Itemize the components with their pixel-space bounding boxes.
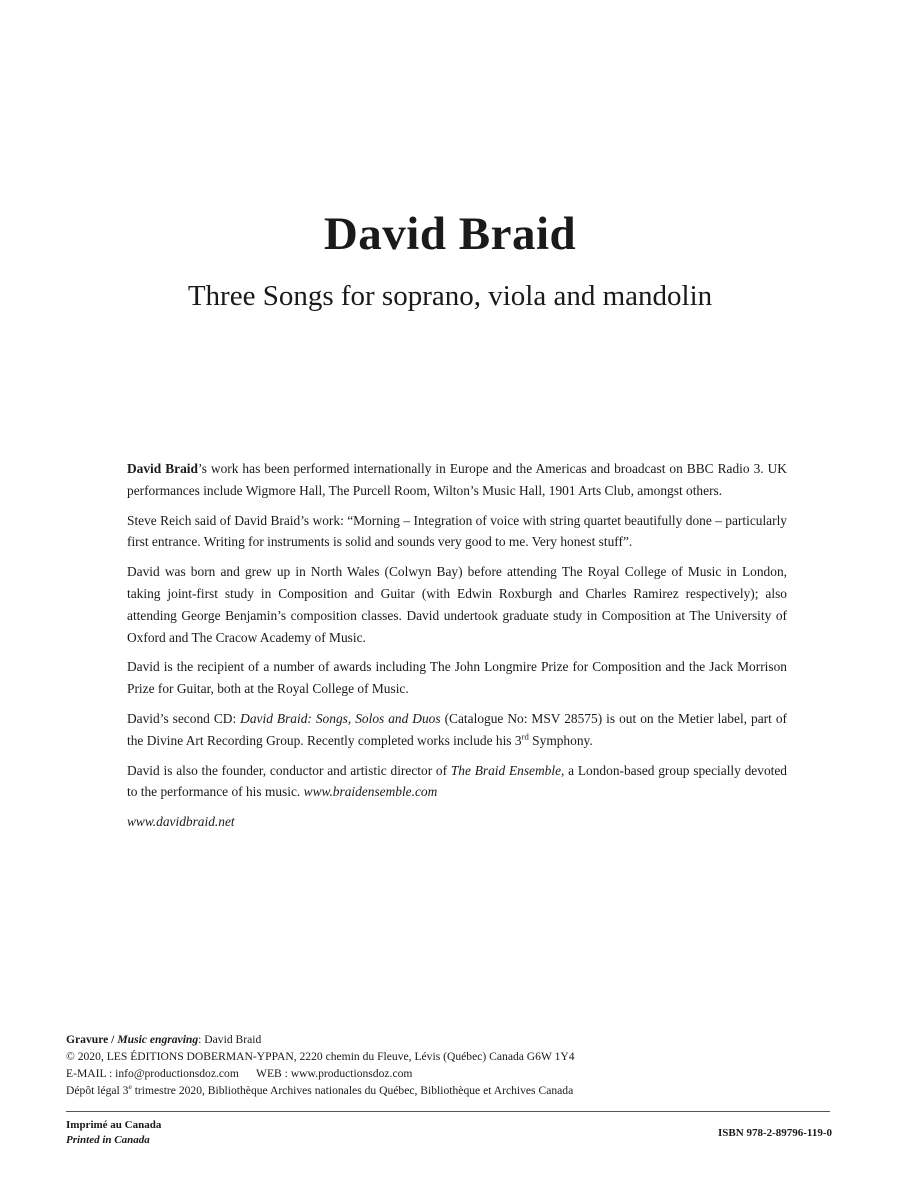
printed-in bbox=[66, 1118, 161, 1148]
engraving-credit: Gravure / Music engraving: David Braid bbox=[66, 1033, 262, 1046]
contact-line: E-MAIL : info@productionsdoz.com WEB : www.productionsdoz.com bbox=[66, 1067, 413, 1080]
bio-paragraph-6: David is also the founder, conductor and artistic director of The Braid Ensemble, a London-based group specially devoted to the performance of his music. www.braidensemble.com bbox=[127, 762, 787, 800]
copyright-line: © 2020, LES ÉDITIONS DOBERMAN-YPPAN, 2220 chemin du Fleuve, Lévis (Québec) Canada G6W 1Y4 bbox=[66, 1050, 575, 1063]
bio-composer-name: David Braid bbox=[127, 461, 198, 476]
composer-name: David Braid bbox=[323, 208, 577, 260]
isbn: ISBN 978-2-89796-119-0 bbox=[718, 1127, 832, 1139]
publisher-credits bbox=[66, 1031, 826, 1099]
composer-biography bbox=[127, 458, 787, 841]
bio-paragraph-1: David Braid’s work has been performed internationally in Europe and the Americas and broadcast on BBC Radio 3. UK performances include Wigmore Hall, The Purcell Room, Wilton’s Music Hall, 1901 Arts Club, amongst others. bbox=[127, 461, 787, 498]
ensemble-name: The Braid Ensemble bbox=[450, 762, 562, 778]
bio-paragraph-3: David was born and grew up in North Wales (Colwyn Bay) before attending The Royal College of Music in London, taking joint-first study in Composition and Guitar (with Edwin Roxburgh and Charles Ramirez respectively); also attending George Benjamin’s composition classes. David undertook graduate study in Composition at The University of Oxford and The Cracow Academy of Music. bbox=[127, 564, 787, 645]
cd-title: David Braid: Songs, Solos and Duos bbox=[240, 710, 441, 726]
footer-divider bbox=[66, 1111, 830, 1112]
ensemble-website-link[interactable]: www.braidensemble.com bbox=[303, 784, 438, 800]
bio-paragraph-2: Steve Reich said of David Braid’s work: “Morning – Integration of voice with string quartet beautifully done – particularly first entrance. Writing for instruments is solid and sounds very good to me. Very honest stuff”. bbox=[127, 512, 787, 550]
printed-fr: Imprimé au Canada bbox=[66, 1119, 162, 1131]
composer-website-link[interactable]: www.davidbraid.net bbox=[127, 814, 235, 830]
printed-en: Printed in Canada bbox=[66, 1134, 150, 1146]
legal-deposit-line: Dépôt légal 3e trimestre 2020, Bibliothèque Archives nationales du Québec, Bibliothèque et Archives Canada bbox=[66, 1082, 574, 1097]
bio-paragraph-5: David’s second CD: David Braid: Songs, Solos and Duos (Catalogue No: MSV 28575) is out on the Metier label, part of the Divine Art Recording Group. Recently completed works include his 3rd Symphony. bbox=[127, 710, 787, 748]
work-title: Three Songs for soprano, viola and mandolin bbox=[187, 280, 713, 312]
bio-paragraph-4: David is the recipient of a number of awards including The John Longmire Prize for Composition and the Jack Morrison Prize for Guitar, both at the Royal College of Music. bbox=[127, 659, 787, 697]
